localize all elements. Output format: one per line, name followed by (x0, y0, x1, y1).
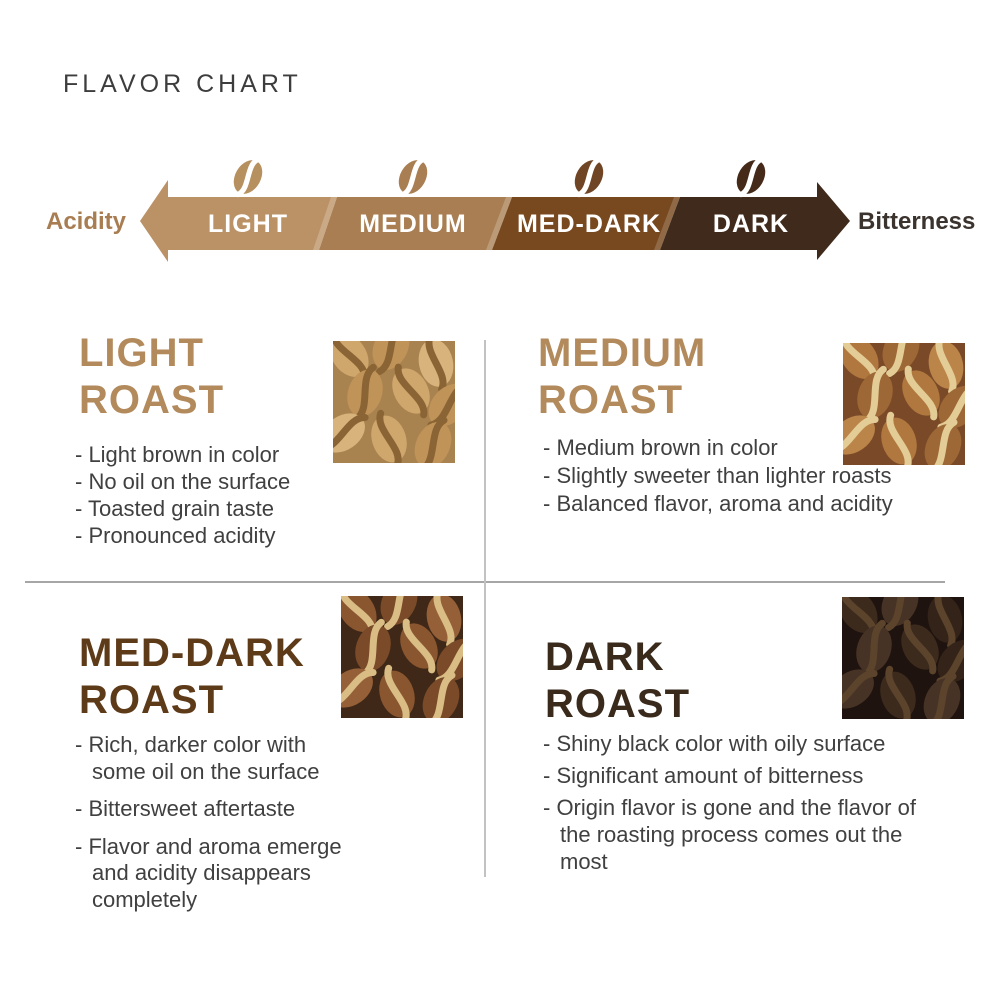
page-title: FLAVOR CHART (63, 70, 302, 98)
med-dark-roast-heading (79, 630, 305, 724)
bullet-item: - Shiny black color with oily surface (543, 731, 886, 756)
coffee-bean-icon (730, 155, 772, 201)
bullet-item: - Bittersweet aftertaste (75, 796, 296, 821)
bullet-item: - Significant amount of bitterness (543, 763, 864, 788)
coffee-bean-icon (227, 155, 269, 201)
bullet-item: - Origin flavor is gone and the flavor of the roasting process comes out the most (543, 795, 916, 874)
medium-roast-heading (538, 330, 706, 424)
bullet-item: - Flavor and aroma emerge and acidity disappears completely (75, 833, 342, 912)
scale-label-dark: DARK (712, 210, 790, 238)
dark-roast-beans-photo (842, 597, 964, 719)
heading-line: MEDIUM (538, 331, 707, 375)
light-roast-heading (79, 330, 224, 424)
light-roast-bullets (75, 441, 495, 549)
bullet-item: - Medium brown in color (543, 435, 778, 460)
acidity-label: Acidity (46, 208, 127, 235)
heading-line: ROAST (538, 378, 683, 422)
scale-label-med-dark: MED-DARK (516, 210, 662, 238)
bullet-item: - Light brown in color (75, 442, 280, 467)
scale-label-light: LIGHT (208, 210, 288, 238)
bullet-item: - Rich, darker color with some oil on the surface (75, 732, 320, 784)
bullet-item: - Slightly sweeter than lighter roasts (543, 463, 892, 488)
bullet-item: - Toasted grain taste (75, 496, 274, 521)
dark-roast-bullets (543, 730, 951, 880)
med-dark-roast-beans-photo (341, 596, 463, 718)
bullet-item: - Pronounced acidity (75, 523, 276, 548)
coffee-bean-icon (392, 155, 434, 201)
heading-line: ROAST (79, 378, 224, 422)
heading-line: MED-DARK (79, 631, 305, 675)
scale-label-medium: MEDIUM (359, 210, 467, 238)
dark-roast-heading (545, 634, 690, 728)
roast-scale-arrow (0, 155, 1001, 275)
bullet-item: - Balanced flavor, aroma and acidity (543, 491, 893, 516)
bitterness-label: Bitterness (858, 208, 976, 235)
med-dark-roast-bullets (75, 732, 355, 924)
heading-line: LIGHT (79, 331, 204, 375)
heading-line: ROAST (545, 682, 690, 726)
vertical-divider (484, 340, 486, 877)
medium-roast-bullets (543, 434, 983, 518)
bullet-item: - No oil on the surface (75, 469, 291, 494)
coffee-bean-icon (568, 155, 610, 201)
heading-line: DARK (545, 635, 665, 679)
left-arrowhead (140, 180, 168, 262)
right-arrowhead (817, 182, 850, 260)
heading-line: ROAST (79, 678, 224, 722)
